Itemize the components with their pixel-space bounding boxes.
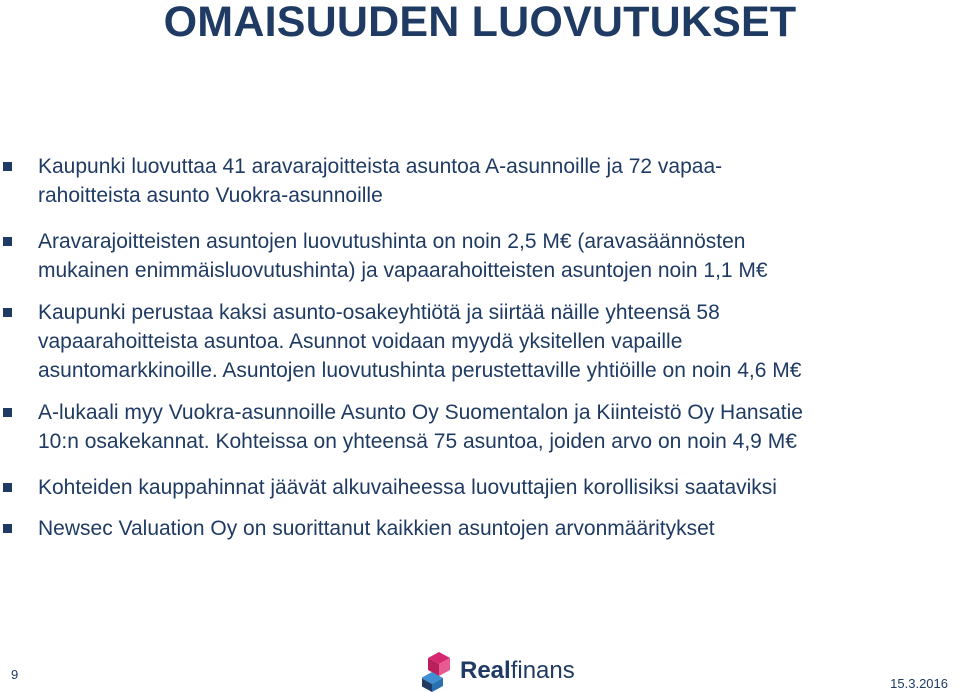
square-bullet-icon xyxy=(3,237,12,246)
logo-text xyxy=(460,656,575,686)
bullet-text: Aravarajoitteisten asuntojen luovutushinta on noin 2,5 M€ (aravasäännösten mukainen enimmäisluovutushinta) ja vapaarahoitteisten asuntojen noin 1,1 M€ xyxy=(38,230,768,282)
slide-title: OMAISUUDEN LUOVUTUKSET xyxy=(163,0,797,46)
square-bullet-icon xyxy=(3,162,12,171)
bullet-text: Newsec Valuation Oy on suorittanut kaikkien asuntojen arvonmääritykset xyxy=(38,517,715,540)
logo-text-bold: Real xyxy=(460,657,511,684)
bullet-text: Kohteiden kauppahinnat jäävät alkuvaiheessa luovuttajien korollisiksi saataviksi xyxy=(38,476,777,499)
square-bullet-icon xyxy=(3,308,12,317)
realfinans-logo xyxy=(422,650,622,692)
footer-date: 15.3.2016 xyxy=(890,676,948,691)
bullet-text: A-lukaali myy Vuokra-asunnoille Asunto Oy Suomentalon ja Kiinteistö Oy Hansatie 10:n osakekannat. Kohteissa on yhteensä 75 asuntoa, joiden arvo on noin 4,9 M€ xyxy=(38,401,803,453)
page-number: 9 xyxy=(11,667,19,682)
square-bullet-icon xyxy=(3,483,12,492)
realfinans-logo-icon xyxy=(422,650,456,692)
logo-text-regular: finans xyxy=(510,657,575,684)
square-bullet-icon xyxy=(3,524,12,533)
square-bullet-icon xyxy=(3,408,12,417)
bullet-text: Kaupunki perustaa kaksi asunto-osakeyhtiötä ja siirtää näille yhteensä 58 vapaarahoitteista asuntoa. Asunnot voidaan myydä yksitellen vapaille asuntomarkkinoille. Asuntojen luovutushinta perustettaville yhtiöille on noin 4,6 M€ xyxy=(38,301,802,382)
bullet-text: Kaupunki luovuttaa 41 aravarajoitteista asuntoa A-asunnoille ja 72 vapaa- rahoitteista asunto Vuokra-asunnoille xyxy=(38,155,723,207)
